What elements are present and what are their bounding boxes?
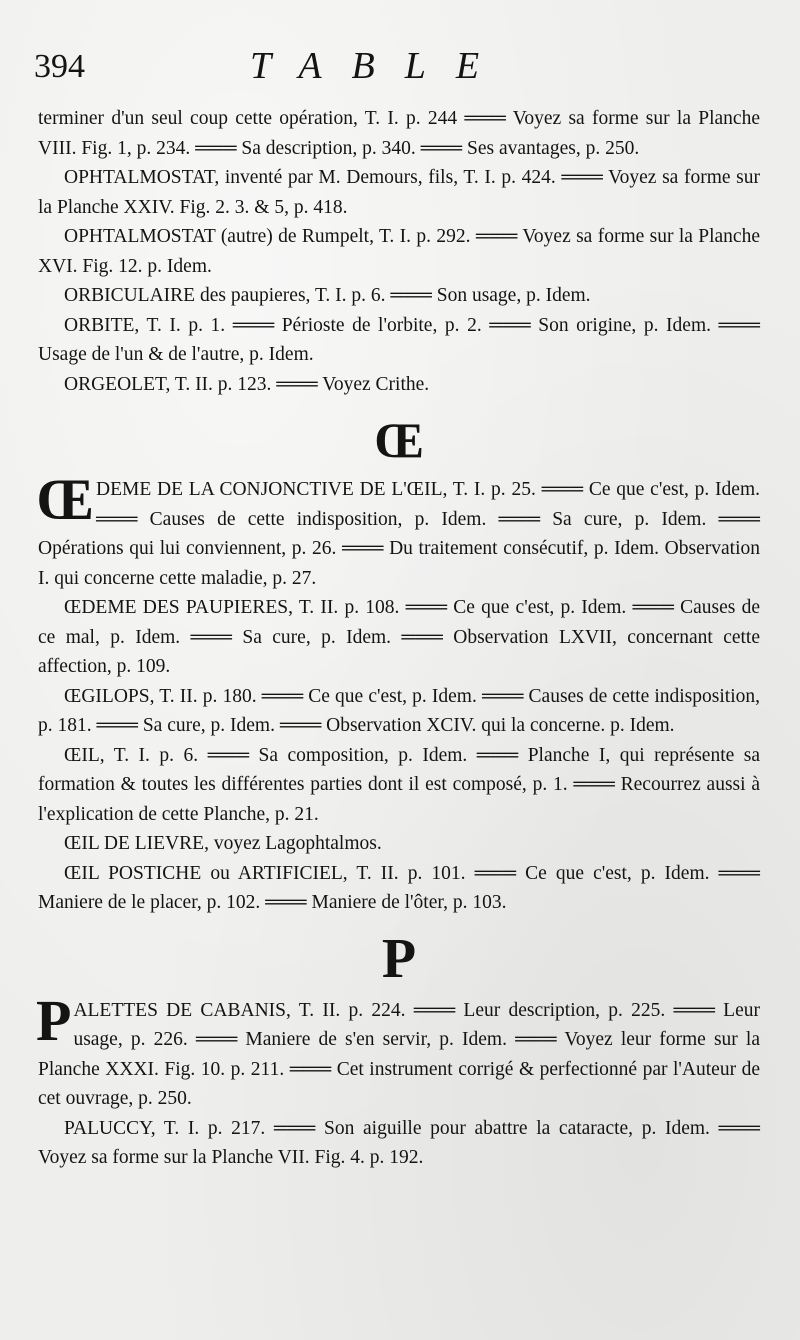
index-entry: ŒIL POSTICHE ou ARTIFICIEL, T. II. p. 101. ═══ Ce que c'est, p. Idem. ═══ Maniere de le placer, p. 102. ═══ Maniere de l'ôter, p. 103. <box>38 862 760 913</box>
index-entry-dropcap <box>36 987 760 1114</box>
index-entry: ŒDEME DES PAUPIERES, T. II. p. 108. ═══ Ce que c'est, p. Idem. ═══ Causes de ce mal, p. Idem. ═══ Sa cure, p. Idem. ═══ Observation LXVII, concernant cette affection, p. 109. <box>38 597 760 677</box>
index-entry: ORBICULAIRE des paupieres, T. I. p. 6. ═══ Son usage, p. Idem. <box>64 285 591 306</box>
index-content <box>38 104 760 1173</box>
section-heading-oe: Œ <box>374 412 424 468</box>
drop-cap: P <box>36 987 72 1053</box>
section-heading-p: P <box>381 927 417 990</box>
index-entry: ŒGILOPS, T. II. p. 180. ═══ Ce que c'est, p. Idem. ═══ Causes de cette indisposition, p. 181. ═══ Sa cure, p. Idem. ═══ Observation XCIV. qui la concerne. p. Idem. <box>38 685 760 736</box>
index-entry: terminer d'un seul coup cette opération, T. I. p. 244 ═══ Voyez sa forme sur la Planche VIII. Fig. 1, p. 234. ═══ Sa description, p. 340. ═══ Ses avantages, p. 250. <box>38 108 760 159</box>
entry-text: ALETTES DE CABANIS, T. II. p. 224. ═══ Leur description, p. 225. ═══ Leur usage, p. 226. ═══ Maniere de s'en servir, p. Idem. ═══ Voyez leur forme sur la Planche XXXI. Fig. 10. p. 211. ═══ Cet instrument corrigé & perfectionné par l'Auteur de cet ouvrage, p. 250. <box>38 999 760 1109</box>
index-entry: OPHTALMOSTAT (autre) de Rumpelt, T. I. p. 292. ═══ Voyez sa forme sur la Planche XVI. Fig. 12. p. Idem. <box>38 226 760 277</box>
entry-text: DEME DE LA CONJONCTIVE DE L'ŒIL, T. I. p. 25. ═══ Ce que c'est, p. Idem. ═══ Causes de cette indisposition, p. Idem. ═══ Sa cure, p. Idem. ═══ Opérations qui lui conviennent, p. 26. ═══ Du traitement consécutif, p. Idem. Observation I. qui concerne cette maladie, p. 27. <box>38 479 760 589</box>
index-entry-dropcap <box>36 467 760 593</box>
index-entry: ŒIL, T. I. p. 6. ═══ Sa composition, p. Idem. ═══ Planche I, qui représente sa formation & toutes les différentes parties dont il est composé, p. 1. ═══ Recourrez aussi à l'explication de cette Planche, p. 21. <box>38 744 760 825</box>
index-entry: ORGEOLET, T. II. p. 123. ═══ Voyez Crithe. <box>64 373 430 395</box>
drop-cap: Œ <box>36 467 94 532</box>
index-entry: PALUCCY, T. I. p. 217. ═══ Son aiguille pour abattre la cataracte, p. Idem. ═══ Voyez sa forme sur la Planche VII. Fig. 4. p. 192. <box>38 1117 760 1168</box>
running-title: TABLE <box>250 45 510 87</box>
index-entry: ORBITE, T. I. p. 1. ═══ Périoste de l'orbite, p. 2. ═══ Son origine, p. Idem. ═══ Usage de l'un & de l'autre, p. Idem. <box>38 314 760 365</box>
page-header <box>0 44 800 94</box>
index-entry: ŒIL DE LIEVRE, voyez Lagophtalmos. <box>64 833 382 854</box>
index-entry: OPHTALMOSTAT, inventé par M. Demours, fils, T. I. p. 424. ═══ Voyez sa forme sur la Planche XXIV. Fig. 2. 3. & 5, p. 418. <box>38 167 760 218</box>
page-number: 394 <box>34 48 85 85</box>
